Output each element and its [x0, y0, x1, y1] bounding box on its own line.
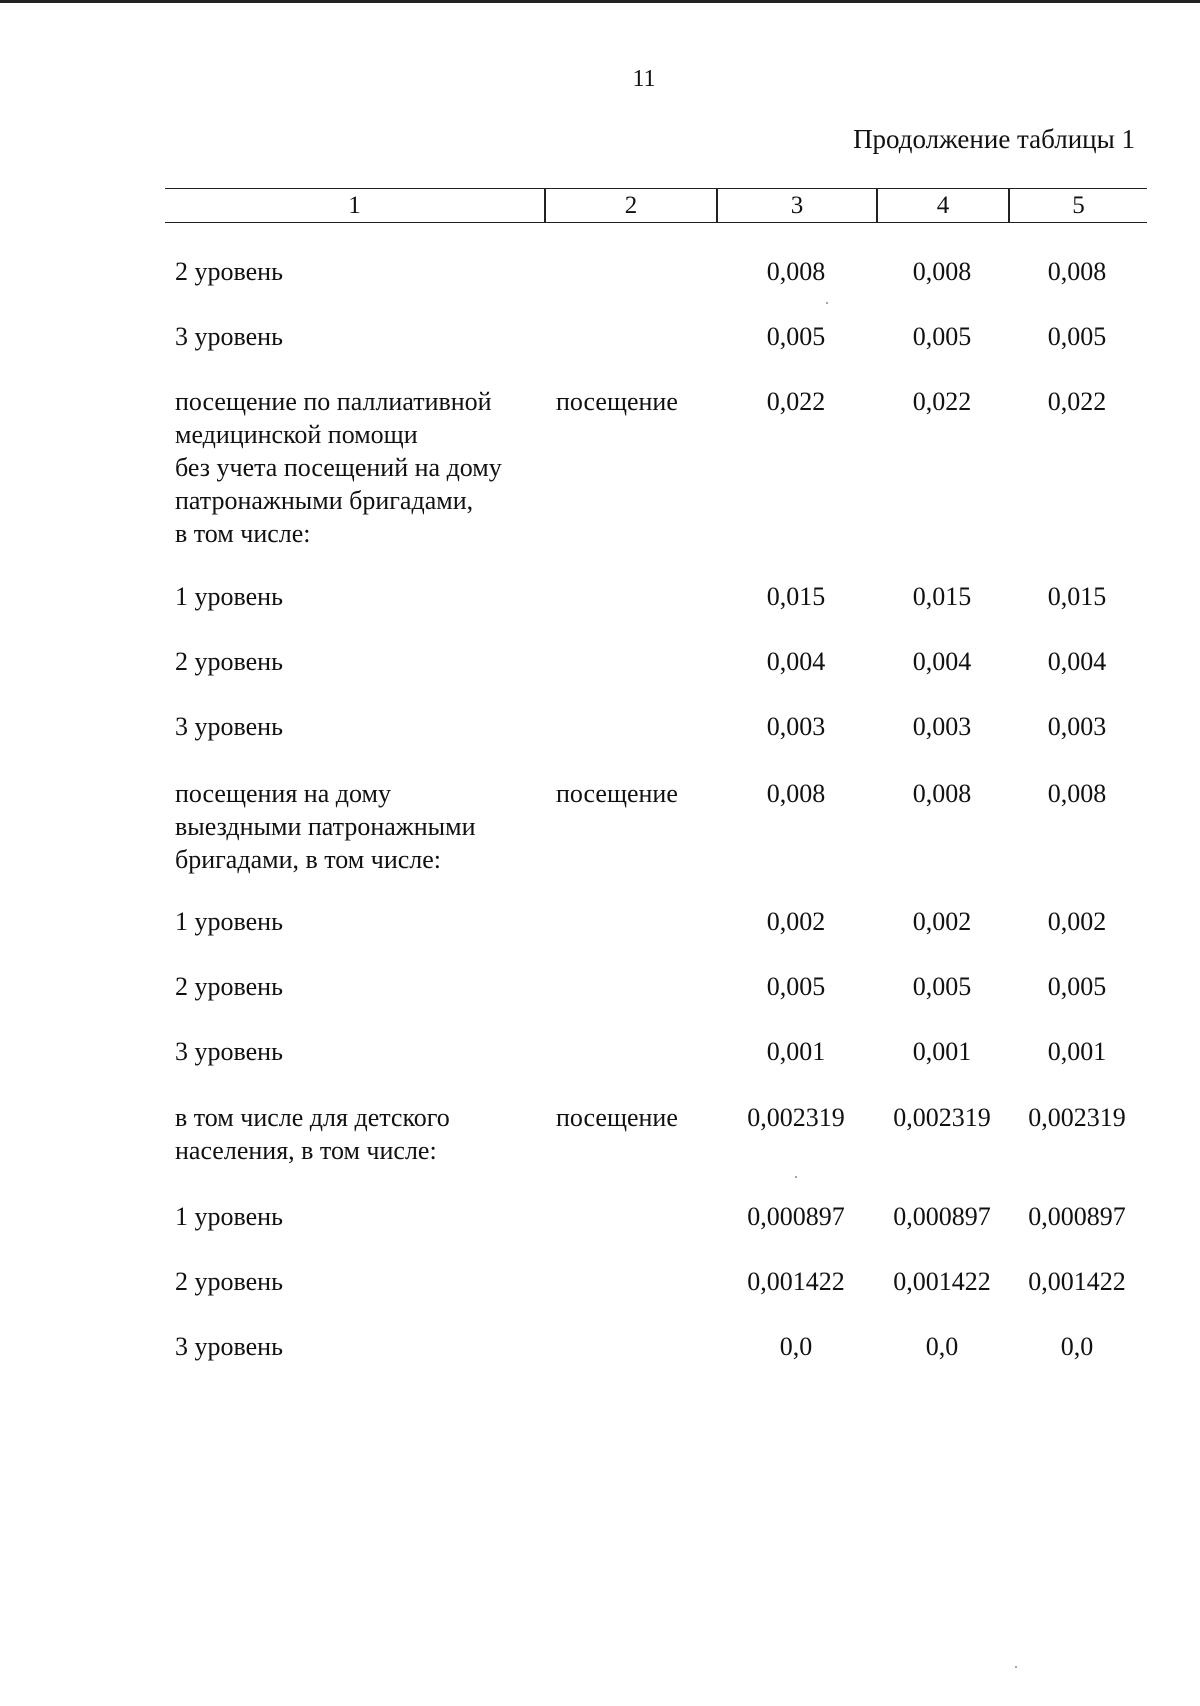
scan-speck — [826, 302, 828, 304]
row-value-v5: 0,008 — [1047, 779, 1107, 808]
row-value-v5: 0,001 — [1047, 1037, 1107, 1066]
row-value-v4: 0,022 — [912, 387, 972, 416]
row-value-v5: 0,015 — [1047, 582, 1107, 611]
row-value-v3: 0,015 — [766, 582, 826, 611]
row-value-v3: 0,005 — [766, 322, 826, 351]
row-label: 1 уровень — [175, 907, 283, 936]
row-value-v5: 0,001422 — [1028, 1267, 1126, 1296]
row-label: в том числе для детского населения, в том числе: — [175, 1103, 450, 1165]
scan-speck — [795, 1176, 797, 1178]
row-value-v3: 0,001422 — [747, 1267, 845, 1296]
row-value-v5: 0,002319 — [1028, 1103, 1126, 1132]
row-value-v3: 0,005 — [766, 972, 826, 1001]
row-label: 3 уровень — [175, 712, 283, 741]
row-value-v4: 0,002 — [912, 907, 972, 936]
row-label: 2 уровень — [175, 972, 283, 1001]
row-unit: посещение — [556, 779, 678, 808]
row-value-v3: 0,000897 — [747, 1202, 845, 1231]
header-col-4: 4 — [936, 192, 950, 219]
row-value-v3: 0,001 — [766, 1037, 826, 1066]
row-value-v5: 0,002 — [1047, 907, 1107, 936]
row-value-v3: 0,003 — [766, 712, 826, 741]
row-value-v5: 0,008 — [1047, 257, 1107, 286]
row-value-v4: 0,015 — [912, 582, 972, 611]
row-value-v4: 0,004 — [912, 647, 972, 676]
header-col-1: 1 — [348, 192, 361, 219]
row-label: 3 уровень — [175, 1332, 283, 1361]
row-value-v3: 0,022 — [766, 387, 826, 416]
row-value-v5: 0,005 — [1047, 322, 1107, 351]
header-col-5: 5 — [1072, 192, 1085, 219]
row-unit: посещение — [556, 387, 678, 416]
row-value-v4: 0,002319 — [893, 1103, 991, 1132]
scan-top-edge — [0, 0, 1200, 3]
row-value-v4: 0,001 — [912, 1037, 972, 1066]
row-value-v4: 0,005 — [912, 322, 972, 351]
row-label: 2 уровень — [175, 257, 283, 286]
row-value-v4: 0,005 — [912, 972, 972, 1001]
row-value-v3: 0,004 — [766, 647, 826, 676]
row-value-v3: 0,008 — [766, 257, 826, 286]
row-label: 3 уровень — [175, 322, 283, 351]
row-value-v5: 0,000897 — [1028, 1202, 1126, 1231]
row-value-v3: 0,002 — [766, 907, 826, 936]
row-label: 2 уровень — [175, 1267, 283, 1296]
row-label: посещения на дому выездными патронажными бригадами, в том числе: — [175, 779, 476, 874]
table-header-row — [165, 188, 1147, 223]
row-value-v3: 0,008 — [766, 779, 826, 808]
row-value-v4: 0,008 — [912, 257, 972, 286]
page-number: 11 — [632, 66, 656, 92]
row-value-v4: 0,000897 — [893, 1202, 991, 1231]
row-label: 3 уровень — [175, 1037, 283, 1066]
scan-speck — [1015, 1666, 1017, 1668]
row-value-v4: 0,0 — [925, 1332, 959, 1361]
table-continuation-label: Продолжение таблицы 1 — [853, 124, 1135, 154]
row-value-v5: 0,003 — [1047, 712, 1107, 741]
header-col-2: 2 — [624, 192, 638, 219]
header-col-3: 3 — [790, 192, 804, 219]
row-label: 1 уровень — [175, 582, 283, 611]
row-value-v5: 0,005 — [1047, 972, 1107, 1001]
row-value-v5: 0,022 — [1047, 387, 1107, 416]
row-label: 2 уровень — [175, 647, 283, 676]
row-label: 1 уровень — [175, 1202, 283, 1231]
row-unit: посещение — [556, 1103, 678, 1132]
row-value-v5: 0,0 — [1060, 1332, 1094, 1361]
row-value-v4: 0,003 — [912, 712, 972, 741]
row-label: посещение по паллиативной медицинской помощи без учета посещений на дому патронажными бригадами, в том числе: — [175, 387, 502, 548]
row-value-v3: 0,002319 — [747, 1103, 845, 1132]
row-value-v5: 0,004 — [1047, 647, 1107, 676]
row-value-v3: 0,0 — [779, 1332, 813, 1361]
row-value-v4: 0,001422 — [893, 1267, 991, 1296]
row-value-v4: 0,008 — [912, 779, 972, 808]
